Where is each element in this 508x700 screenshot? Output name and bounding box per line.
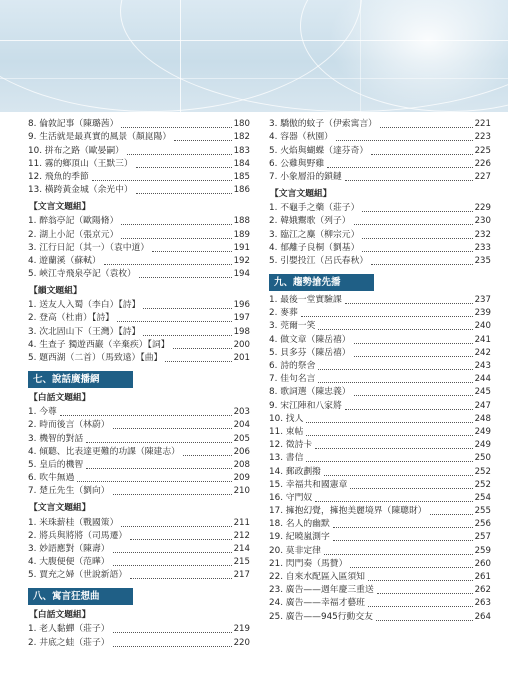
- section-heading: 九、趨勢搶先播: [269, 274, 374, 291]
- toc-entry-page: 210: [233, 486, 250, 497]
- toc-entry[interactable]: [28, 312, 250, 325]
- dot-leader: [315, 448, 472, 449]
- toc-entry-title: 1. 送友人入蜀（李白）【詩】: [28, 300, 141, 311]
- toc-entry-title: 3. 莞爾一笑: [269, 321, 316, 332]
- dot-leader: [354, 395, 473, 396]
- toc-entry-page: 200: [233, 339, 250, 350]
- toc-entry-page: 203: [233, 407, 250, 418]
- toc-entry-page: 254: [474, 492, 491, 503]
- toc-entry[interactable]: [28, 459, 250, 472]
- dot-leader: [333, 527, 473, 528]
- dot-leader: [336, 140, 473, 141]
- toc-entry-title: 1. 老人黏蟬（莊子）: [28, 624, 110, 635]
- toc-entry-title: 15. 幸福共和國憲章: [269, 479, 348, 490]
- toc-entry[interactable]: [269, 571, 491, 584]
- toc-entry[interactable]: [28, 242, 250, 255]
- toc-entry-page: 264: [474, 611, 491, 622]
- dot-leader: [121, 127, 231, 128]
- toc-entry[interactable]: [28, 543, 250, 556]
- dot-leader: [113, 552, 232, 553]
- toc-entry-page: 263: [474, 598, 491, 609]
- group-heading: 【韻文題組】: [29, 286, 82, 297]
- toc-entry-page: 225: [474, 145, 491, 156]
- toc-entry[interactable]: [28, 432, 250, 445]
- toc-entry-title: 25. 廣告——945行動交友: [269, 611, 373, 622]
- toc-entry-page: 226: [474, 158, 491, 169]
- toc-entry[interactable]: [28, 485, 250, 498]
- toc-entry-title: 11. 束帖: [269, 426, 304, 437]
- toc-entry-page: 259: [474, 545, 491, 556]
- toc-entry-page: 242: [474, 347, 491, 358]
- toc-entry-title: 16. 守門奴: [269, 492, 313, 503]
- dot-leader: [306, 461, 472, 462]
- dot-leader: [113, 565, 232, 566]
- toc-entry-title: 17. 擁抱幻覺，擁抱美麗境界（陳聰財）: [269, 506, 427, 517]
- toc-entry[interactable]: [269, 307, 491, 320]
- toc-entry-title: 5. 貝多芬（陳岳禧）: [269, 347, 351, 358]
- dot-leader: [136, 167, 232, 168]
- toc-entry[interactable]: [269, 228, 491, 241]
- toc-entry[interactable]: [269, 386, 491, 399]
- toc-entry-title: 13. 橫跨黃金城（余光中）: [28, 185, 133, 196]
- dot-leader: [113, 646, 232, 647]
- toc-entry[interactable]: [269, 373, 491, 386]
- dot-leader: [306, 435, 472, 436]
- dot-leader: [345, 409, 473, 410]
- toc-entry[interactable]: [28, 118, 250, 131]
- dot-leader: [86, 442, 231, 443]
- toc-entry-title: 4. 容器（秋園）: [269, 132, 333, 143]
- toc-entry-title: 2. 將兵與將將（司馬遷）: [28, 530, 128, 541]
- dot-leader: [315, 501, 472, 502]
- toc-entry-page: 260: [474, 558, 491, 569]
- dot-leader: [139, 277, 232, 278]
- toc-entry[interactable]: [28, 228, 250, 241]
- toc-entry-title: 3. 次北固山下（王灣）【詩】: [28, 326, 141, 337]
- toc-entry-title: 2. 麥葬: [269, 308, 298, 319]
- toc-entry-title: 8. 歌詞選（陳忠義）: [269, 387, 351, 398]
- dot-leader: [318, 329, 472, 330]
- toc-entry-title: 3. 機智的對話: [28, 433, 84, 444]
- toc-entry[interactable]: [269, 558, 491, 571]
- toc-entry[interactable]: [269, 505, 491, 518]
- toc-entry-title: 6. 吹牛無過: [28, 473, 75, 484]
- toc-entry-page: 198: [233, 326, 250, 337]
- toc-entry-page: 197: [233, 313, 250, 324]
- toc-entry-title: 14. 郵政劃撥: [269, 466, 321, 477]
- toc-entry[interactable]: [269, 171, 491, 184]
- toc-entry-title: 4. 郁離子良桐（劉基）: [269, 242, 360, 253]
- toc-entry-title: 12. 徵詩卡: [269, 440, 313, 451]
- toc-entry-title: 6. 公雞與野雞: [269, 158, 325, 169]
- toc-entry[interactable]: [269, 360, 491, 373]
- toc-entry[interactable]: [269, 597, 491, 610]
- toc-entry-page: 205: [233, 433, 250, 444]
- dot-leader: [121, 238, 231, 239]
- toc-entry[interactable]: [269, 413, 491, 426]
- toc-entry-title: 2. 登高（杜甫）【詩】: [28, 313, 114, 324]
- toc-entry-page: 241: [474, 334, 491, 345]
- toc-entry[interactable]: [269, 215, 491, 228]
- toc-entry-title: 7. 小象層沿的鎖鏈: [269, 171, 342, 182]
- toc-entry-title: 10. 拼布之路（歐晏嗣）: [28, 145, 124, 156]
- group-heading: 【白話文題組】: [29, 393, 91, 403]
- toc-entry[interactable]: [269, 255, 491, 268]
- dot-leader: [92, 180, 232, 181]
- toc-entry-title: 21. 閃門奏（馬贊）: [269, 558, 348, 569]
- toc-entry-page: 206: [233, 446, 250, 457]
- toc-entry-page: 247: [474, 400, 491, 411]
- toc-entry-page: 182: [233, 132, 250, 143]
- dot-leader: [136, 193, 232, 194]
- toc-entry[interactable]: [28, 325, 250, 338]
- toc-entry-title: 7. 佳句名言: [269, 374, 316, 385]
- group-heading: 【文言文題組】: [270, 188, 332, 199]
- toc-entry-page: 180: [233, 119, 250, 130]
- dot-leader: [174, 140, 231, 141]
- toc-entry-title: 9. 宋江陣和八家將: [269, 400, 342, 411]
- dot-leader: [430, 514, 473, 515]
- toc-entry[interactable]: [269, 118, 491, 131]
- dot-leader: [354, 224, 473, 225]
- toc-entry-page: 192: [233, 255, 250, 266]
- toc-entry[interactable]: [269, 492, 491, 505]
- toc-entry-page: 256: [474, 519, 491, 530]
- toc-entry[interactable]: [269, 399, 491, 412]
- toc-entry[interactable]: [269, 610, 491, 623]
- toc-entry[interactable]: [269, 294, 491, 307]
- dot-leader: [121, 224, 231, 225]
- toc-entry-title: 9. 生活就是最真實的風景（顏崑陽）: [28, 132, 172, 143]
- toc-entry-page: 211: [233, 517, 250, 528]
- toc-entry-title: 3. 妙語應對（陳壽）: [28, 543, 110, 554]
- toc-entry-page: 196: [233, 300, 250, 311]
- toc-entry-title: 5. 火焰與蝴蝶（達芬奇）: [269, 145, 369, 156]
- toc-entry-title: 11. 霧的鄉頂山（王默三）: [28, 158, 133, 169]
- toc-entry-page: 229: [474, 203, 491, 214]
- toc-entry-title: 1. 今尊: [28, 407, 57, 418]
- toc-entry-title: 5. 峽江寺飛泉亭記（袁枚）: [28, 269, 136, 280]
- header-banner: [0, 0, 508, 112]
- dot-leader: [121, 526, 231, 527]
- toc-entry-page: 191: [233, 242, 250, 253]
- toc-entry-title: 4. 大腹便便（范曄）: [28, 557, 110, 568]
- group-heading: 【白話文題組】: [29, 610, 91, 621]
- toc-entry-title: 20. 莫非定律: [269, 545, 321, 556]
- toc-entry-title: 5. 引嬰投江（呂氏春秋）: [269, 255, 369, 266]
- dot-leader: [113, 494, 232, 495]
- toc-entry-page: 257: [474, 532, 491, 543]
- toc-entry-title: 7. 楚丘先生（劉向）: [28, 486, 110, 497]
- toc-entry-title: 2. 時而後言（林蔚）: [28, 420, 110, 431]
- toc-entry-page: 184: [233, 158, 250, 169]
- toc-entry[interactable]: [269, 518, 491, 531]
- toc-entry[interactable]: [269, 452, 491, 465]
- toc-entry-page: 230: [474, 216, 491, 227]
- toc-entry-page: 240: [474, 321, 491, 332]
- dot-leader: [345, 180, 473, 181]
- dot-leader: [130, 578, 231, 579]
- toc-entry-title: 4. 傾聽、比表達更難的功課（陳建志）: [28, 446, 180, 457]
- toc-entry-page: 185: [233, 171, 250, 182]
- dot-leader: [345, 303, 473, 304]
- dot-leader: [324, 554, 473, 555]
- dot-leader: [306, 422, 472, 423]
- toc-entry-title: 4. 生查子 獨遊西巖（辛棄疾）【詞】: [28, 339, 170, 350]
- toc-entry-page: 215: [233, 557, 250, 568]
- toc-entry[interactable]: [28, 255, 250, 268]
- toc-entry-page: 235: [474, 255, 491, 266]
- dot-leader: [354, 356, 473, 357]
- toc-entry[interactable]: [269, 202, 491, 215]
- dot-leader: [60, 415, 232, 416]
- toc-entry-title: 23. 廣告——週年慶三重送: [269, 585, 374, 596]
- toc-entry[interactable]: [28, 131, 250, 144]
- dot-leader: [377, 593, 473, 594]
- dot-leader: [333, 540, 473, 541]
- dot-leader: [143, 308, 231, 309]
- dot-leader: [354, 343, 473, 344]
- toc-entry[interactable]: [28, 339, 250, 352]
- dot-leader: [113, 428, 232, 429]
- toc-entry-page: 233: [474, 242, 491, 253]
- dot-leader: [350, 488, 472, 489]
- toc-entry[interactable]: [269, 439, 491, 452]
- toc-entry-page: 250: [474, 453, 491, 464]
- toc-entry-page: 189: [233, 229, 250, 240]
- toc-entry[interactable]: [28, 352, 250, 365]
- dot-leader: [143, 335, 231, 336]
- toc-entry-title: 4. 做文章（陳岳禧）: [269, 334, 351, 345]
- toc-entry-page: 209: [233, 473, 250, 484]
- dot-leader: [301, 316, 473, 317]
- dot-leader: [362, 211, 472, 212]
- dot-leader: [350, 567, 472, 568]
- toc-entry-title: 5. 題西湖（二首）（馬致遠）【曲】: [28, 353, 163, 363]
- section-heading: 七、說話廣播網: [28, 371, 133, 388]
- toc-entry-page: 252: [474, 479, 491, 490]
- toc-entry[interactable]: [28, 569, 250, 582]
- dot-leader: [362, 238, 472, 239]
- toc-entry[interactable]: [269, 426, 491, 439]
- toc-entry[interactable]: [269, 144, 491, 157]
- toc-entry-page: 255: [474, 506, 491, 517]
- toc-entry[interactable]: [269, 465, 491, 478]
- toc-entry[interactable]: [28, 299, 250, 312]
- toc-entry-page: 237: [474, 295, 491, 306]
- toc-entry-title: 1. 醉翁亭記（歐陽脩）: [28, 216, 119, 227]
- dot-leader: [117, 321, 232, 322]
- toc-entry[interactable]: [269, 479, 491, 492]
- dot-leader: [113, 632, 232, 633]
- dot-leader: [173, 348, 232, 349]
- toc-entry-page: 214: [233, 543, 250, 554]
- toc-entry-title: 5. 賈充之婦（世說新語）: [28, 570, 128, 581]
- toc-entry-title: 12. 飛魚的季節: [28, 171, 89, 182]
- toc-entry-page: 243: [474, 361, 491, 371]
- toc-entry-page: 201: [233, 353, 250, 363]
- toc-entry[interactable]: [28, 215, 250, 228]
- toc-entry-page: 261: [474, 572, 491, 582]
- group-heading: 【文言文題組】: [29, 503, 91, 514]
- toc-entry-title: 24. 廣告——幸福才藝班: [269, 598, 365, 609]
- toc-entry[interactable]: [269, 544, 491, 557]
- toc-entry-title: 6. 詩的祭舍: [269, 361, 316, 371]
- toc-entry-page: 183: [233, 145, 250, 156]
- toc-right-column: [269, 118, 491, 624]
- toc-entry-title: 8. 倫敦記事（陳璐茜）: [28, 119, 119, 130]
- toc-entry[interactable]: [28, 472, 250, 485]
- toc-entry-title: 1. 米珠薪桂（戰國策）: [28, 517, 119, 528]
- toc-entry[interactable]: [28, 419, 250, 432]
- toc-entry[interactable]: [269, 584, 491, 597]
- toc-entry-page: 227: [474, 171, 491, 182]
- dot-leader: [362, 251, 472, 252]
- toc-entry[interactable]: [28, 556, 250, 569]
- dot-leader: [77, 481, 231, 482]
- toc-entry[interactable]: [28, 406, 250, 419]
- toc-entry[interactable]: [28, 144, 250, 157]
- toc-entry[interactable]: [269, 333, 491, 346]
- toc-entry-page: 244: [474, 374, 491, 385]
- toc-entry-title: 5. 皇后的機智: [28, 459, 84, 470]
- dot-leader: [368, 580, 473, 581]
- toc-entry-page: 239: [474, 308, 491, 319]
- toc-entry-page: 217: [233, 570, 250, 581]
- dot-leader: [165, 361, 231, 362]
- dot-leader: [86, 468, 231, 469]
- dot-leader: [318, 369, 472, 370]
- toc-entry[interactable]: [269, 242, 491, 255]
- toc-entry-page: 212: [233, 530, 250, 541]
- toc-entry[interactable]: [269, 158, 491, 171]
- toc-entry[interactable]: [28, 530, 250, 543]
- dot-leader: [376, 620, 473, 621]
- dot-leader: [130, 539, 231, 540]
- toc-entry-title: 2. 韓娥鬻歌（列子）: [269, 216, 351, 227]
- toc-entry-title: 1. 最後一堂實驗課: [269, 295, 342, 306]
- toc-entry-title: 13. 書信: [269, 453, 304, 464]
- toc-entry-page: 249: [474, 440, 491, 451]
- toc-entry-title: 1. 不龜手之藥（莊子）: [269, 203, 360, 214]
- toc-entry[interactable]: [28, 446, 250, 459]
- toc-entry[interactable]: [28, 268, 250, 281]
- dot-leader: [371, 264, 472, 265]
- dot-leader: [327, 167, 472, 168]
- toc-entry[interactable]: [269, 320, 491, 333]
- dot-leader: [127, 154, 232, 155]
- toc-entry[interactable]: [269, 131, 491, 144]
- toc-entry-page: 204: [233, 420, 250, 431]
- toc-entry-page: 208: [233, 459, 250, 470]
- toc-entry-page: 188: [233, 216, 250, 227]
- toc-entry-page: 232: [474, 229, 491, 240]
- toc-entry-title: 4. 遊蘭溪（蘇軾）: [28, 255, 101, 266]
- toc-entry[interactable]: [269, 347, 491, 360]
- toc-entry-page: 248: [474, 413, 491, 424]
- toc-entry-page: 245: [474, 387, 491, 398]
- dot-leader: [152, 251, 231, 252]
- toc-entry[interactable]: [28, 184, 250, 197]
- toc-entry-page: 220: [233, 637, 250, 648]
- toc-entry-page: 252: [474, 466, 491, 477]
- toc-entry-title: 19. 紀曉嵐測字: [269, 532, 330, 543]
- toc-entry-page: 223: [474, 132, 491, 143]
- toc-entry[interactable]: [28, 623, 250, 636]
- toc-entry-page: 262: [474, 585, 491, 596]
- toc-entry-page: 194: [233, 269, 250, 280]
- dot-leader: [371, 154, 472, 155]
- dot-leader: [318, 382, 472, 383]
- toc-entry-title: 3. 臨江之麋（柳宗元）: [269, 229, 360, 240]
- dot-leader: [104, 264, 232, 265]
- toc-entry-title: 3. 驕傲的蚊子（伊索寓言）: [269, 119, 377, 130]
- toc-entry-page: 186: [233, 185, 250, 196]
- dot-leader: [183, 455, 232, 456]
- group-heading: 【文言文題組】: [29, 202, 91, 213]
- toc-entry[interactable]: [269, 531, 491, 544]
- toc-entry-title: 18. 名人的幽默: [269, 519, 330, 530]
- dot-leader: [324, 475, 473, 476]
- toc-entry-page: 249: [474, 426, 491, 437]
- toc-entry[interactable]: [28, 171, 250, 184]
- dot-leader: [380, 127, 473, 128]
- toc-entry-page: 219: [233, 624, 250, 635]
- toc-entry-title: 2. 湖上小記（張京元）: [28, 229, 119, 240]
- dot-leader: [368, 606, 473, 607]
- toc-entry-title: 3. 江行日記（其一）（袁中道）: [28, 242, 150, 253]
- toc-entry[interactable]: [28, 158, 250, 171]
- toc-entry-title: 22. 自來水配區入區須知: [269, 572, 365, 582]
- toc-entry-title: 10. 找人: [269, 413, 304, 424]
- toc-entry[interactable]: [28, 636, 250, 649]
- toc-entry-page: 221: [474, 119, 491, 130]
- toc-entry[interactable]: [28, 516, 250, 529]
- toc-left-column: [28, 118, 250, 650]
- section-heading: 八、寓言狂想曲: [28, 588, 133, 605]
- toc-entry-title: 2. 井底之蛙（莊子）: [28, 637, 110, 648]
